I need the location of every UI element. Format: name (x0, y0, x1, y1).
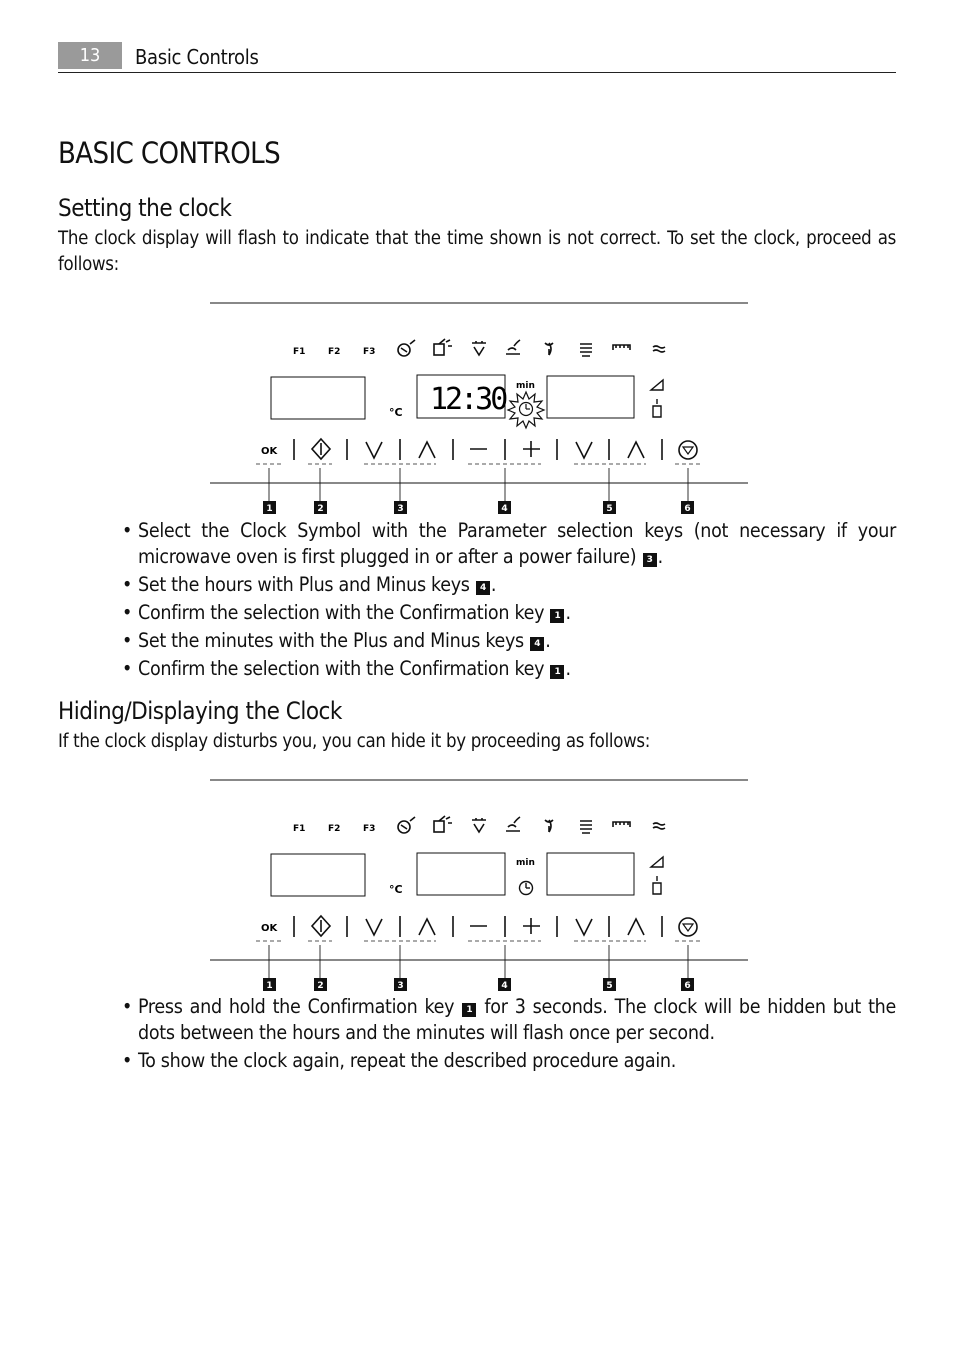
key-row (294, 439, 697, 460)
key-number-markers (263, 501, 694, 514)
clock-icon (520, 882, 533, 895)
heat-wave-icon (653, 823, 665, 829)
step-item: • To show the clock again, repeat the described procedure again. (122, 1048, 896, 1074)
clock-display-value: 12:30 (430, 382, 506, 417)
start-key-icon (312, 916, 330, 936)
stop-key-icon (679, 441, 697, 459)
f1-label: F1 (293, 824, 306, 834)
plus-key-icon (523, 918, 540, 934)
defrost-icon (398, 817, 415, 833)
steam-icon (506, 340, 520, 354)
up-key-1-icon (419, 442, 435, 458)
key-ref-badge: 4 (476, 581, 490, 595)
min-label-2: min (516, 858, 535, 868)
key-number-1: 1 (266, 981, 273, 991)
step-item: • Confirm the selection with the Confirmation key 1 . (122, 656, 896, 682)
intro-setting-clock: The clock display will flash to indicate that the time shown is not correct. To set the clock, proceed as follows: (58, 228, 896, 275)
control-panel-diagram-2 (210, 775, 748, 1000)
key-number-4: 4 (501, 504, 508, 514)
up-key-2-icon (628, 442, 644, 458)
key-number-markers (263, 978, 694, 991)
control-panel-diagram-1 (210, 298, 748, 523)
start-key-icon (312, 439, 330, 459)
page-number: 13 (58, 42, 122, 69)
right-display (547, 853, 634, 895)
f2-label: F2 (328, 824, 341, 834)
fan-icon (545, 820, 553, 832)
key-number-1: 1 (266, 504, 273, 514)
key-row (294, 916, 697, 937)
key-ref-badge: 3 (643, 553, 657, 567)
up-key-1-icon (419, 919, 435, 935)
hiding-clock-steps (122, 994, 896, 1076)
intro-hiding-clock: If the clock display disturbs you, you can hide it by proceeding as follows: (58, 731, 651, 752)
key-number-2: 2 (317, 981, 324, 991)
step-item: • Press and hold the Confirmation key 1 for 3 seconds. The clock will be hidden but the dots between the hours and the minutes will flash once per second. (122, 994, 896, 1046)
weight-icon (653, 876, 661, 894)
f3-label: F3 (363, 824, 376, 834)
control-panel-svg-2 (210, 775, 748, 1000)
f1-label: F1 (293, 347, 306, 357)
grill-icon (472, 818, 486, 832)
right-display (547, 376, 634, 418)
step-item: • Select the Clock Symbol with the Parameter selection keys (not necessary if your microwave oven is first plugged in or after a power failure) 3 . (122, 518, 896, 570)
fan-icon (545, 343, 553, 355)
clock-display-hidden (417, 853, 505, 895)
page-header (58, 42, 896, 73)
top-heat-icon (613, 345, 630, 350)
power-level-icon (651, 857, 663, 867)
key-ref-badge: 1 (550, 609, 564, 623)
key-number-2: 2 (317, 504, 324, 514)
clock-flashing-icon (508, 392, 544, 428)
key-number-3: 3 (397, 981, 404, 991)
down-key-2-icon (576, 442, 592, 458)
ok-key-label: OK (261, 923, 278, 934)
key-number-6: 6 (684, 981, 691, 991)
defrost-icon (398, 340, 415, 356)
top-heat-icon (613, 822, 630, 827)
grill-icon (472, 341, 486, 355)
power-level-icon (651, 380, 663, 390)
down-key-2-icon (576, 919, 592, 935)
plus-key-icon (523, 441, 540, 457)
heading-hiding-clock: Hiding/Displaying the Clock (58, 697, 342, 725)
header-section-title: Basic Controls (135, 45, 259, 69)
key-number-5: 5 (606, 981, 613, 991)
left-display (271, 854, 365, 896)
key-number-4: 4 (501, 981, 508, 991)
down-key-1-icon (366, 442, 382, 458)
heat-icon (580, 344, 592, 356)
step-item: • Confirm the selection with the Confirmation key 1 . (122, 600, 896, 626)
stop-key-icon (679, 918, 697, 936)
min-label-1: min (516, 381, 535, 391)
left-display (271, 377, 365, 419)
weight-icon (653, 399, 661, 417)
heat-icon (580, 821, 592, 833)
key-ref-badge: 1 (462, 1003, 476, 1017)
temp-unit-label: °C (389, 406, 403, 419)
up-key-2-icon (628, 919, 644, 935)
control-panel-svg-1 (210, 298, 748, 523)
temp-unit-label: °C (389, 883, 403, 896)
heading-setting-clock: Setting the clock (58, 194, 232, 222)
step-item: • Set the minutes with the Plus and Minus keys 4 . (122, 628, 896, 654)
key-ref-badge: 1 (550, 665, 564, 679)
f3-label: F3 (363, 347, 376, 357)
heat-wave-icon (653, 346, 665, 352)
setting-clock-steps (122, 518, 896, 684)
key-ref-badge: 4 (530, 637, 544, 651)
steam-icon (506, 817, 520, 831)
f2-label: F2 (328, 347, 341, 357)
cooking-icon (434, 816, 452, 832)
key-number-5: 5 (606, 504, 613, 514)
down-key-1-icon (366, 919, 382, 935)
key-number-6: 6 (684, 504, 691, 514)
key-number-3: 3 (397, 504, 404, 514)
page-title: BASIC CONTROLS (58, 136, 281, 170)
cooking-icon (434, 339, 452, 355)
ok-key-label: OK (261, 446, 278, 457)
step-item: • Set the hours with Plus and Minus keys 4 . (122, 572, 896, 598)
